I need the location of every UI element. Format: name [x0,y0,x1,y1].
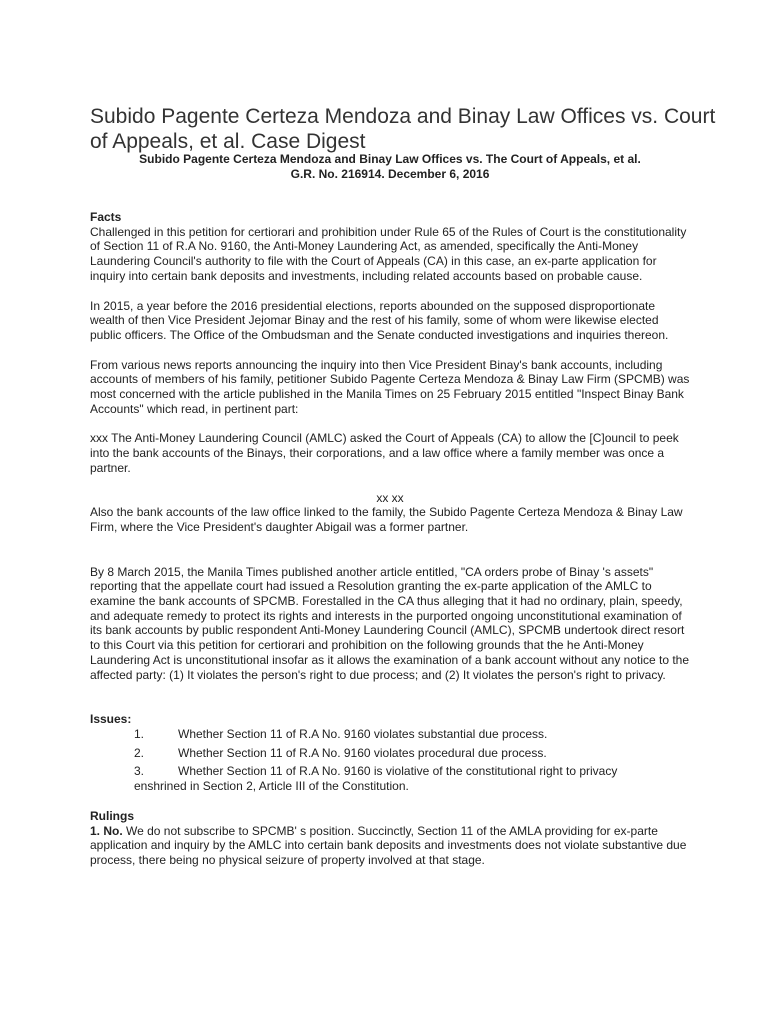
issue-item-2 [90,746,690,761]
page-title: Subido Pagente Certeza Mendoza and Binay Law Offices vs. Court of Appeals, et al. Case Digest [90,105,716,153]
facts-quote-1: xxx The Anti-Money Laundering Council (AMLC) asked the Court of Appeals (CA) to allow the [C]ouncil to peek into the bank accounts of the Binays, their corporations, and a law office where a family member was once a partner. [90,431,679,475]
issue-item-1 [90,727,690,742]
issue-number: 2. [134,745,145,760]
facts-paragraph-2: In 2015, a year before the 2016 presidential elections, reports abounded on the supposed disproportionate wealth of then Vice President Jejomar Binay and the rest of his family, some of whom were likewise elected public officers. The Office of the Ombudsman and the Senate conducted investigations and inquiries thereon. [90,298,669,342]
document-body [90,210,690,868]
issue-3-continuation: enshrined in Section 2, Article III of the Constitution. [134,779,409,794]
ruling-1 [90,824,690,868]
case-citation: G.R. No. 216914. December 6, 2016 [290,167,490,181]
ruling-1-label: 1. No. [90,823,123,838]
issue-text: Whether Section 11 of R.A No. 9160 violates substantial due process. [178,726,548,741]
facts-paragraph-1: Challenged in this petition for certiorari and prohibition under Rule 65 of the Rules of Court is the constitutionality of Section 11 of R.A No. 9160, the Anti-Money Laundering Act, as amended, specifically the Anti-Money Laundering Council's authority to file with the Court of Appeals (CA) in this case, an ex-parte application for inquiry into certain bank deposits and investments, including related accounts based on probable cause. [90,224,687,283]
issue-number: 3. [134,764,145,779]
issue-number: 1. [134,726,145,741]
issues-heading: Issues: [90,712,132,727]
facts-ellipsis: xx xx [376,490,404,505]
facts-quote-2: Also the bank accounts of the law office linked to the family, the Subido Pagente Certeza Mendoza & Binay Law Firm, where the Vice President's daughter Abigail was a former partner. [90,505,683,534]
ruling-1-text: We do not subscribe to SPCMB' s position. Succinctly, Section 11 of the AMLA providing for ex-parte application and inquiry by the AMLC into certain bank deposits and investments does not violate substantive due process, there being no physical seizure of property involved at that stage. [90,823,687,867]
issue-text: Whether Section 11 of R.A No. 9160 is violative of the constitutional right to privacy [178,764,618,779]
issue-text: Whether Section 11 of R.A No. 9160 violates procedural due process. [178,745,547,760]
issue-item-3 [90,764,690,779]
rulings-heading: Rulings [90,808,134,823]
case-caption: Subido Pagente Certeza Mendoza and Binay Law Offices vs. The Court of Appeals, et al. [139,152,641,166]
facts-heading: Facts [90,210,122,224]
case-subheading [90,152,690,182]
facts-paragraph-4: By 8 March 2015, the Manila Times published another article entitled, "CA orders probe of Binay 's assets" reporting that the appellate court had issued a Resolution granting the ex-parte application of the AMLC to examine the bank accounts of SPCMB. Forestalled in the CA thus alleging that it had no ordinary, plain, speedy, and adequate remedy to protect its rights and interests in the purported ongoing unconstitutional examination of its bank accounts by public respondent Anti-Money Laundering Council (AMLC), SPCMB undertook direct resort to this Court via this petition for certiorari and prohibition on the following grounds that the he Anti-Money Laundering Act is unconstitutional insofar as it allows the examination of a bank account without any notice to the affected party: (1) It violates the person's right to due process; and (2) It violates the person's right to privacy. [90,564,690,682]
facts-paragraph-3: From various news reports announcing the inquiry into then Vice President Binay's bank accounts, including accounts of members of his family, petitioner Subido Pagente Certeza Mendoza & Binay Law Firm (SPCMB) was most concerned with the article published in the Manila Times on 25 February 2015 entitled "Inspect Binay Bank Accounts" which read, in pertinent part: [90,357,690,416]
